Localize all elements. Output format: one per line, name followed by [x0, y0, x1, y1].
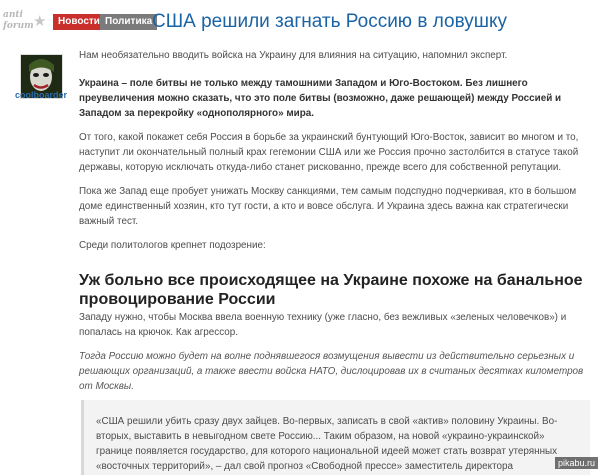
site-logo[interactable]: anti forum [3, 10, 34, 31]
paragraph: Нам необязательно вводить войска на Украину для влияния на ситуацию, напомнил эксперт. [79, 50, 508, 61]
paragraph-bold: Украина – поле битвы не только между тамошними Западом и Юго-Востоком. Без лишнего преувеличения можно сказать, что это поле битвы (возможно, даже решающей) между Россией и Западом за перекройку «однополярного» мира. [79, 78, 562, 119]
paragraph: Среди политологов крепнет подозрение: [79, 240, 266, 251]
post-title[interactable]: США решили загнать Россию в ловушку [152, 11, 508, 32]
top-bar [0, 0, 600, 44]
watermark: pikabu.ru [555, 457, 598, 469]
tag-politics[interactable]: Политика [100, 14, 157, 30]
article-heading: Уж больно все происходящее на Украине похоже на банальное провоцирование России [79, 272, 583, 308]
quote-block [81, 400, 590, 475]
paragraph: Пока же Запад еще пробует унижать Москву санкциями, тем самым подспудно подчеркивая, кто в большом доме единственный хозяин, кто тут гости, а кто и вовсе обслуга. И Украина здесь важна как стратегически важный тест. [79, 186, 577, 227]
paragraph-italic: Тогда Россию можно будет на волне поднявшегося возмущения вывести из действительно серьезных и решающих организаций, а также ввести войска НАТО, дислоцировав их в считаных десятках километров от Москвы. [79, 351, 584, 392]
paragraph: Западу нужно, чтобы Москва ввела военную технику (уже гласно, без вежливых «зеленых человечков») и попалась на крючок. Как агрессор. [79, 312, 567, 338]
author-name[interactable]: coolboarder [14, 90, 67, 100]
quote-text: «США решили убить сразу двух зайцев. Во-первых, записать в свой «актив» половину Украины. Во-вторых, выставить в невыгодном свете Россию... Таким образом, на новой «украино-украинской» границе появляется государство, для которого национальной идеей может стать возврат утерянных «восточных территорий», – дал свой прогноз «Свободной прессе» заместитель директора [96, 416, 558, 472]
tag-news[interactable]: Новости [53, 14, 105, 30]
star-icon[interactable]: ★ [33, 13, 47, 30]
paragraph: От того, какой покажет себя Россия в борьбе за украинский бунтующий Юго-Восток, зависит во многом и то, наступит ли окончательный полный крах гегемонии США или же Россия прочно застолбится в статусе такой державы, которую исключать откуда-либо станет рискованно, прежде всего для собственной репутации. [79, 132, 579, 173]
